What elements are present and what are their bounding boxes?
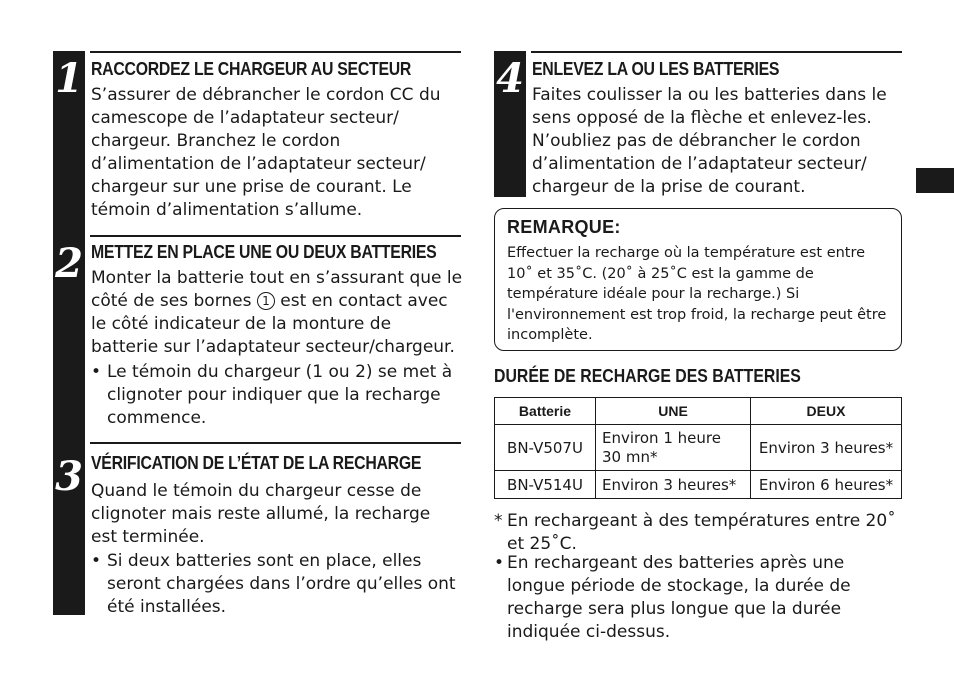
step-3-rule <box>90 442 461 444</box>
step-2-bullet-text: Le témoin du chargeur (1 ou 2) se met à clignoter pour indiquer que la recharge commence. <box>107 362 453 428</box>
step-3-title: VÉRIFICATION DE L’ÉTAT DE LA RECHARGE <box>91 453 422 473</box>
footnote-bullet-symbol: • <box>494 553 505 573</box>
footnote-bullet-text: En rechargeant des batteries après une longue période de stockage, la durée de recharge sera plus longue que la durée indiquée ci-dessus. <box>507 553 851 642</box>
table-row <box>495 471 902 499</box>
step-2-rule <box>90 235 461 237</box>
footnote-asterisk-marker: * <box>494 511 503 531</box>
left-column-bar <box>53 51 85 615</box>
battery-terminal-circle-number: 1 <box>257 292 275 310</box>
step-1-title: RACCORDEZ LE CHARGEUR AU SECTEUR <box>91 59 412 79</box>
table-header-battery: Batterie <box>495 398 596 425</box>
step-1-body: S’assurer de débrancher le cordon CC du camescope de l’adaptateur secteur/ chargeur. Branchez le cordon d’alimentation de l’adaptateur secteur/ chargeur sur une prise de courant. Le témoin d’alimentation s’allume. <box>91 85 441 220</box>
table-cell-two: Environ 6 heures* <box>751 471 902 499</box>
step-2-body-before: Monter la batterie tout en s’assurant que le côté de ses bornes <box>91 268 463 311</box>
table-cell-one: Environ 1 heure 30 mn* <box>596 425 751 471</box>
step-4-body: Faites coulisser la ou les batteries dans le sens opposé de la flèche et enlevez-les. N’oubliez pas de débrancher le cordon d’alimentation de l’adaptateur secteur/ chargeur de la prise de courant. <box>532 85 887 197</box>
table-header-one: UNE <box>596 398 751 425</box>
step-2-body <box>91 267 463 359</box>
step-2-title: METTEZ EN PLACE UNE OU DEUX BATTERIES <box>91 242 437 262</box>
table-cell-battery: BN-V514U <box>495 471 596 499</box>
note-title: REMARQUE: <box>507 217 621 237</box>
recharge-time-table <box>494 397 902 499</box>
step-2-body-after: est en contact avec le côté indicateur de la monture de batterie sur l’adaptateur secteur/chargeur. <box>91 291 455 357</box>
table-header-row <box>495 398 902 425</box>
step-1-number: 1 <box>55 55 83 102</box>
note-box <box>494 208 902 351</box>
step-3-bullet-symbol: • <box>91 551 102 571</box>
recharge-table-title: DURÉE DE RECHARGE DES BATTERIES <box>494 366 801 386</box>
footnote-asterisk-text: En rechargeant à des températures entre 20˚ et 25˚C. <box>507 511 896 554</box>
page-side-tab <box>916 168 954 193</box>
note-body: Effectuer la recharge où la température est entre 10˚ et 35˚C. (20˚ à 25˚C est la gamme de température idéale pour la recharge.) Si l'environnement est trop froid, la recharge peut être incomplète. <box>507 245 887 343</box>
table-row <box>495 425 902 471</box>
step-3-number: 3 <box>55 453 83 500</box>
step-4-rule <box>531 51 902 53</box>
table-header-two: DEUX <box>751 398 902 425</box>
step-4-number: 4 <box>496 55 524 102</box>
step-3-body: Quand le témoin du chargeur cesse de clignoter mais reste allumé, la recharge est terminée. <box>91 481 431 547</box>
step-2-number: 2 <box>55 240 83 287</box>
table-cell-battery: BN-V507U <box>495 425 596 471</box>
step-1-rule <box>90 51 461 53</box>
step-3-bullet-text: Si deux batteries sont en place, elles seront chargées dans l’ordre qu’elles ont été installées. <box>107 551 456 617</box>
step-4-title: ENLEVEZ LA OU LES BATTERIES <box>532 59 780 79</box>
step-2-bullet-symbol: • <box>91 362 102 382</box>
table-cell-one: Environ 3 heures* <box>596 471 751 499</box>
table-cell-two: Environ 3 heures* <box>751 425 902 471</box>
